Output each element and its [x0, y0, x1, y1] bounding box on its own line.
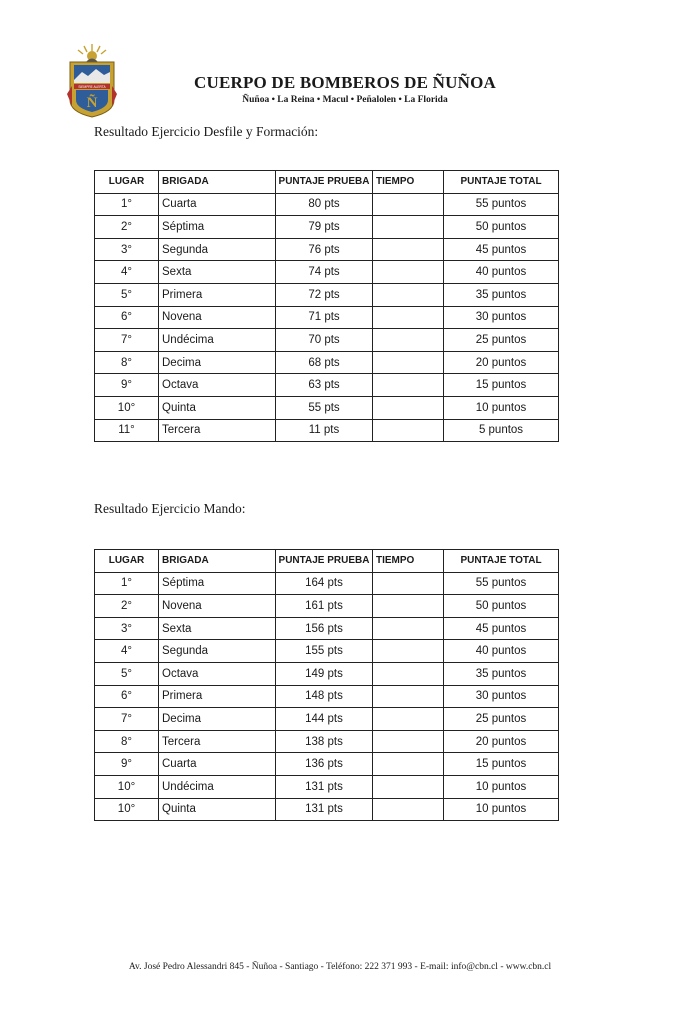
cell-puntaje-prueba: 155 pts: [276, 640, 373, 663]
cell-lugar: 1°: [95, 193, 159, 216]
cell-tiempo: [373, 261, 444, 284]
cell-brigada: Cuarta: [159, 753, 276, 776]
cell-lugar: 7°: [95, 708, 159, 731]
cell-tiempo: [373, 351, 444, 374]
cell-puntaje-prueba: 131 pts: [276, 798, 373, 821]
cell-puntaje-prueba: 74 pts: [276, 261, 373, 284]
table-row: [95, 193, 559, 216]
section-title-desfile: Resultado Ejercicio Desfile y Formación:: [94, 124, 319, 139]
table-row: [95, 374, 559, 397]
cell-puntaje-prueba: 156 pts: [276, 617, 373, 640]
cell-puntaje-total: 30 puntos: [444, 306, 559, 329]
table-row: [95, 685, 559, 708]
cell-puntaje-total: 40 puntos: [444, 261, 559, 284]
cell-tiempo: [373, 374, 444, 397]
cell-lugar: 10°: [95, 798, 159, 821]
cell-tiempo: [373, 329, 444, 352]
cell-lugar: 3°: [95, 617, 159, 640]
cell-puntaje-total: 20 puntos: [444, 730, 559, 753]
table-row: [95, 261, 559, 284]
table-header-row: [95, 550, 559, 573]
cell-puntaje-total: 35 puntos: [444, 662, 559, 685]
cell-lugar: 2°: [95, 216, 159, 239]
cell-brigada: Tercera: [159, 419, 276, 442]
cell-tiempo: [373, 640, 444, 663]
table-row: [95, 238, 559, 261]
table-row: [95, 798, 559, 821]
cell-tiempo: [373, 283, 444, 306]
table-row: [95, 419, 559, 442]
cell-lugar: 8°: [95, 730, 159, 753]
cell-tiempo: [373, 662, 444, 685]
table-row: [95, 662, 559, 685]
cell-puntaje-total: 45 puntos: [444, 617, 559, 640]
cell-puntaje-prueba: 131 pts: [276, 775, 373, 798]
cell-puntaje-prueba: 164 pts: [276, 572, 373, 595]
cell-brigada: Octava: [159, 662, 276, 685]
cell-lugar: 1°: [95, 572, 159, 595]
cell-brigada: Novena: [159, 306, 276, 329]
cell-brigada: Séptima: [159, 216, 276, 239]
table-row: [95, 730, 559, 753]
cell-puntaje-total: 15 puntos: [444, 753, 559, 776]
cell-puntaje-prueba: 138 pts: [276, 730, 373, 753]
header-puntaje-prueba: PUNTAJE PRUEBA: [276, 550, 373, 573]
table-row: [95, 216, 559, 239]
cell-brigada: Primera: [159, 685, 276, 708]
header-tiempo: TIEMPO: [373, 171, 444, 194]
cell-tiempo: [373, 685, 444, 708]
cell-tiempo: [373, 730, 444, 753]
header-tiempo: TIEMPO: [373, 550, 444, 573]
cell-tiempo: [373, 753, 444, 776]
table-row: [95, 753, 559, 776]
table-row: [95, 617, 559, 640]
results-table-desfile: [94, 170, 559, 442]
cell-puntaje-prueba: 71 pts: [276, 306, 373, 329]
header-lugar: LUGAR: [95, 171, 159, 194]
cell-lugar: 3°: [95, 238, 159, 261]
cell-puntaje-total: 50 puntos: [444, 595, 559, 618]
cell-puntaje-prueba: 63 pts: [276, 374, 373, 397]
cell-puntaje-total: 25 puntos: [444, 329, 559, 352]
cell-lugar: 5°: [95, 662, 159, 685]
header-lugar: LUGAR: [95, 550, 159, 573]
cell-lugar: 4°: [95, 640, 159, 663]
table-row: [95, 306, 559, 329]
cell-puntaje-total: 10 puntos: [444, 396, 559, 419]
cell-brigada: Quinta: [159, 798, 276, 821]
cell-lugar: 10°: [95, 396, 159, 419]
cell-tiempo: [373, 306, 444, 329]
cell-lugar: 9°: [95, 753, 159, 776]
cell-tiempo: [373, 396, 444, 419]
cell-lugar: 2°: [95, 595, 159, 618]
cell-brigada: Segunda: [159, 238, 276, 261]
header-puntaje-prueba: PUNTAJE PRUEBA: [276, 171, 373, 194]
cell-brigada: Sexta: [159, 617, 276, 640]
cell-puntaje-prueba: 72 pts: [276, 283, 373, 306]
cell-tiempo: [373, 238, 444, 261]
communes-line: Ñuñoa • La Reina • Macul • Peñalolen • La Florida: [242, 95, 448, 105]
table-row: [95, 351, 559, 374]
cell-lugar: 6°: [95, 685, 159, 708]
cell-puntaje-total: 5 puntos: [444, 419, 559, 442]
cell-puntaje-total: 50 puntos: [444, 216, 559, 239]
cell-puntaje-prueba: 11 pts: [276, 419, 373, 442]
cell-puntaje-prueba: 148 pts: [276, 685, 373, 708]
cell-puntaje-total: 10 puntos: [444, 798, 559, 821]
cell-puntaje-total: 35 puntos: [444, 283, 559, 306]
cell-brigada: Séptima: [159, 572, 276, 595]
cell-lugar: 10°: [95, 775, 159, 798]
cell-tiempo: [373, 216, 444, 239]
cell-tiempo: [373, 775, 444, 798]
cell-puntaje-prueba: 149 pts: [276, 662, 373, 685]
cell-puntaje-prueba: 161 pts: [276, 595, 373, 618]
logo-letter: Ñ: [86, 95, 98, 111]
cell-tiempo: [373, 572, 444, 595]
cell-brigada: Cuarta: [159, 193, 276, 216]
footer-contact-line: Av. José Pedro Alessandri 845 - Ñuñoa - Santiago - Teléfono: 222 371 993 - E-mail: info@cbn.cl - www.cbn.cl: [128, 962, 552, 972]
cell-puntaje-total: 10 puntos: [444, 775, 559, 798]
cell-brigada: Undécima: [159, 775, 276, 798]
table-header-row: [95, 171, 559, 194]
table-row: [95, 283, 559, 306]
cell-brigada: Primera: [159, 283, 276, 306]
table-row: [95, 396, 559, 419]
organization-name: CUERPO DE BOMBEROS DE ÑUÑOA: [194, 73, 496, 92]
header-puntaje-total: PUNTAJE TOTAL: [444, 550, 559, 573]
cell-tiempo: [373, 708, 444, 731]
table-row: [95, 595, 559, 618]
cell-tiempo: [373, 595, 444, 618]
cell-tiempo: [373, 419, 444, 442]
cell-lugar: 11°: [95, 419, 159, 442]
cell-puntaje-total: 55 puntos: [444, 572, 559, 595]
cell-brigada: Segunda: [159, 640, 276, 663]
cell-tiempo: [373, 617, 444, 640]
table-row: [95, 572, 559, 595]
cell-brigada: Quinta: [159, 396, 276, 419]
cell-puntaje-prueba: 80 pts: [276, 193, 373, 216]
fire-brigade-logo: [66, 42, 118, 118]
cell-tiempo: [373, 798, 444, 821]
cell-lugar: 5°: [95, 283, 159, 306]
cell-lugar: 4°: [95, 261, 159, 284]
cell-brigada: Novena: [159, 595, 276, 618]
cell-puntaje-prueba: 55 pts: [276, 396, 373, 419]
cell-brigada: Decima: [159, 351, 276, 374]
cell-puntaje-total: 15 puntos: [444, 374, 559, 397]
results-table-mando: [94, 549, 559, 821]
cell-puntaje-prueba: 76 pts: [276, 238, 373, 261]
cell-puntaje-prueba: 70 pts: [276, 329, 373, 352]
cell-puntaje-prueba: 144 pts: [276, 708, 373, 731]
header-puntaje-total: PUNTAJE TOTAL: [444, 171, 559, 194]
cell-lugar: 9°: [95, 374, 159, 397]
section-title-mando: Resultado Ejercicio Mando:: [94, 501, 246, 516]
table-row: [95, 708, 559, 731]
cell-brigada: Octava: [159, 374, 276, 397]
cell-puntaje-total: 55 puntos: [444, 193, 559, 216]
cell-puntaje-total: 20 puntos: [444, 351, 559, 374]
cell-puntaje-prueba: 79 pts: [276, 216, 373, 239]
cell-brigada: Decima: [159, 708, 276, 731]
cell-brigada: Tercera: [159, 730, 276, 753]
table-row: [95, 329, 559, 352]
cell-lugar: 8°: [95, 351, 159, 374]
table-row: [95, 775, 559, 798]
cell-puntaje-total: 45 puntos: [444, 238, 559, 261]
cell-tiempo: [373, 193, 444, 216]
table-row: [95, 640, 559, 663]
cell-lugar: 7°: [95, 329, 159, 352]
logo-ribbon-text: SIEMPRE ALERTA: [78, 85, 106, 89]
cell-puntaje-total: 25 puntos: [444, 708, 559, 731]
cell-brigada: Sexta: [159, 261, 276, 284]
cell-puntaje-prueba: 68 pts: [276, 351, 373, 374]
cell-puntaje-total: 30 puntos: [444, 685, 559, 708]
header-brigada: BRIGADA: [159, 550, 276, 573]
cell-puntaje-prueba: 136 pts: [276, 753, 373, 776]
header-brigada: BRIGADA: [159, 171, 276, 194]
cell-puntaje-total: 40 puntos: [444, 640, 559, 663]
cell-brigada: Undécima: [159, 329, 276, 352]
cell-lugar: 6°: [95, 306, 159, 329]
